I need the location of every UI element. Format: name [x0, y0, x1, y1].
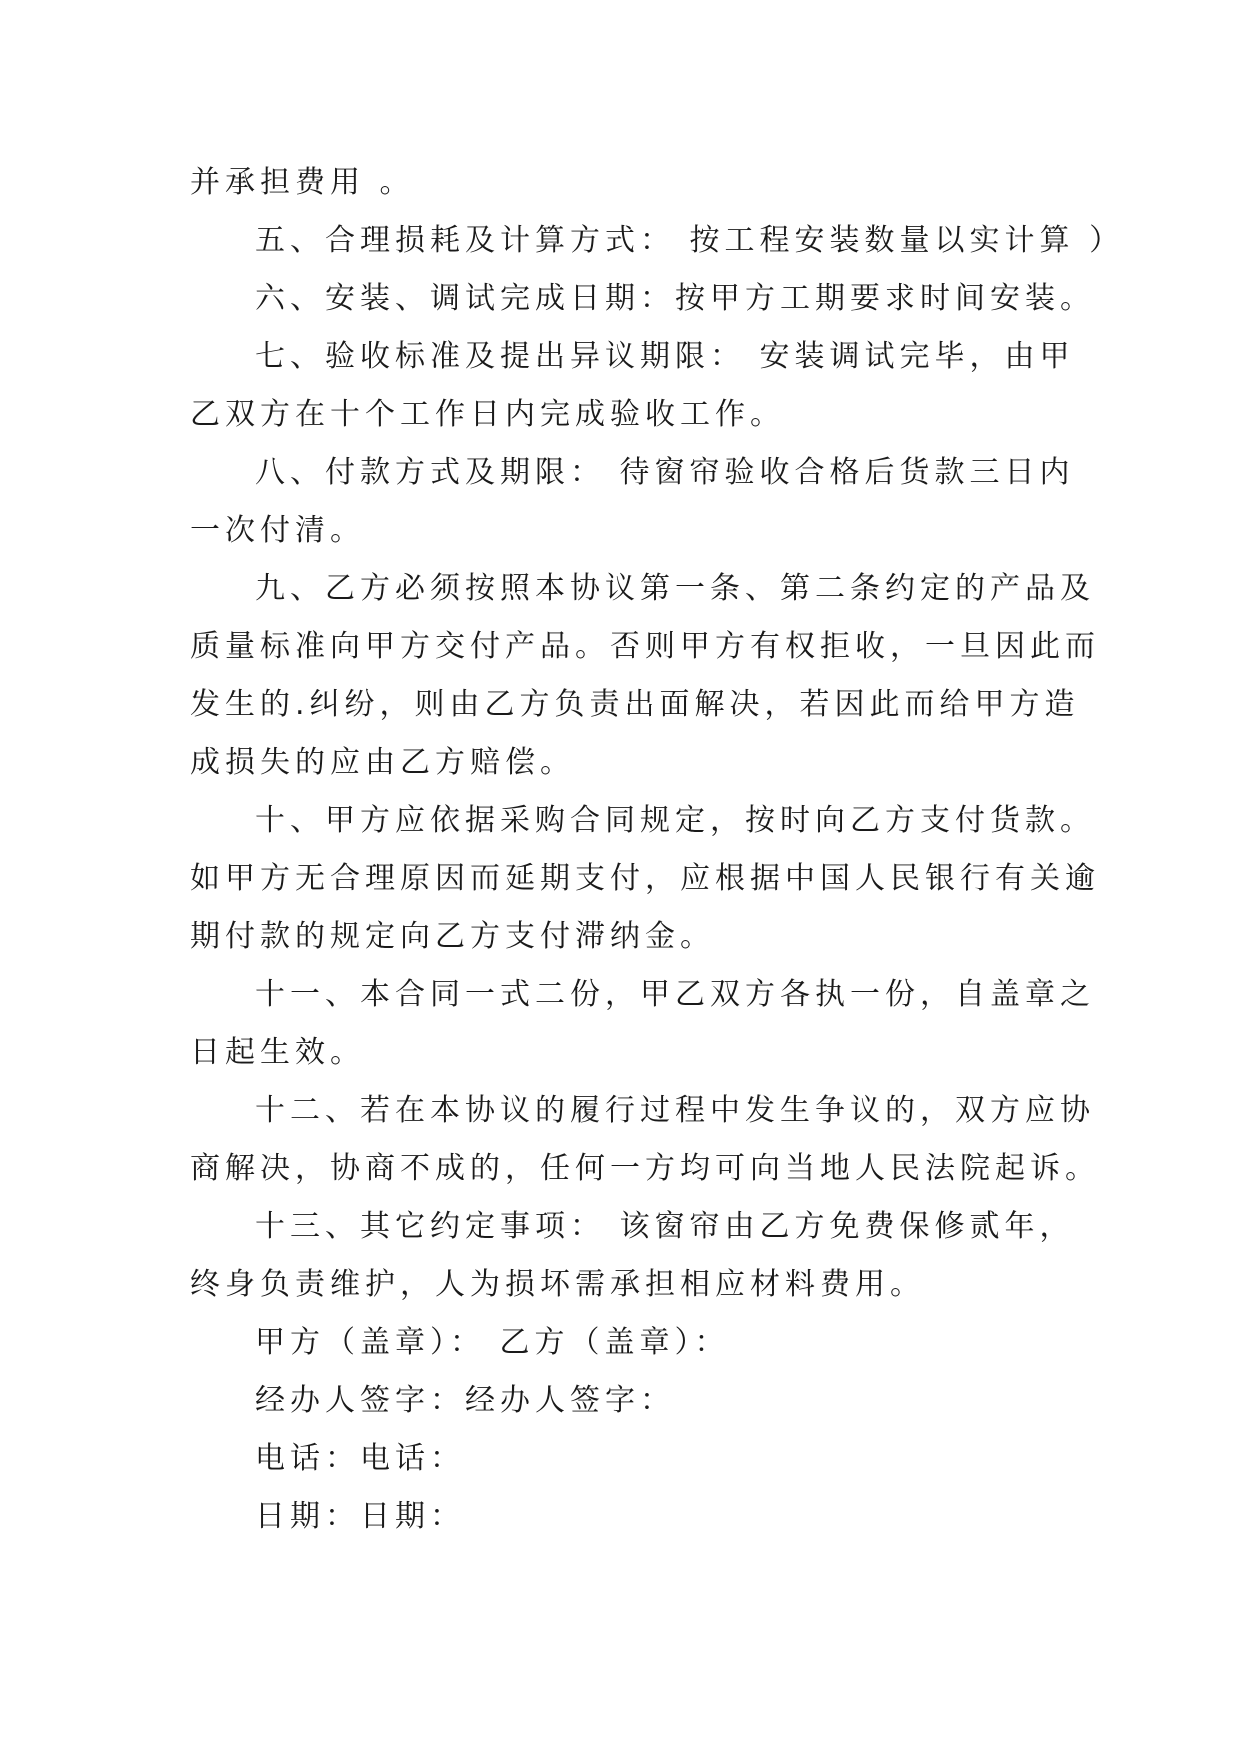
text-line: 商解决，协商不成的，任何一方均可向当地人民法院起诉。 — [190, 1151, 1100, 1186]
signature-phone-line: 电话：电话： — [255, 1441, 465, 1476]
text-line: 期付款的规定向乙方支付滞纳金。 — [190, 919, 715, 954]
clause-8-line: 八、付款方式及期限： 待窗帘验收合格后货款三日内 — [255, 455, 1075, 490]
clause-12-line: 十二、若在本协议的履行过程中发生争议的，双方应协 — [255, 1093, 1095, 1128]
text-line: 一次付清。 — [190, 513, 365, 548]
clause-11-line: 十一、本合同一式二份，甲乙双方各执一份，自盖章之 — [255, 977, 1095, 1012]
clause-5-line: 五、合理损耗及计算方式： 按工程安装数量以实计算 ） — [255, 223, 1125, 258]
text-line: 如甲方无合理原因而延期支付，应根据中国人民银行有关逾 — [190, 861, 1100, 896]
text-line: 并承担费用 。 — [190, 165, 415, 200]
signature-date-line: 日期：日期： — [255, 1499, 465, 1534]
text-line: 终身负责维护，人为损坏需承担相应材料费用。 — [190, 1267, 925, 1302]
text-line: 质量标准向甲方交付产品。否则甲方有权拒收，一旦因此而 — [190, 629, 1100, 664]
text-line: 发生的.纠纷，则由乙方负责出面解决，若因此而给甲方造 — [190, 687, 1080, 722]
text-line: 成损失的应由乙方赔偿。 — [190, 745, 575, 780]
signature-party-line: 甲方（盖章）： 乙方（盖章）： — [255, 1325, 730, 1360]
clause-10-line: 十、甲方应依据采购合同规定，按时向乙方支付货款。 — [255, 803, 1095, 838]
text-line: 乙双方在十个工作日内完成验收工作。 — [190, 397, 785, 432]
signature-agent-line: 经办人签字：经办人签字： — [255, 1383, 675, 1418]
clause-9-line: 九、乙方必须按照本协议第一条、第二条约定的产品及 — [255, 571, 1095, 606]
clause-13-line: 十三、其它约定事项： 该窗帘由乙方免费保修贰年， — [255, 1209, 1075, 1244]
clause-6-line: 六、安装、调试完成日期：按甲方工期要求时间安装。 — [255, 281, 1095, 316]
text-line: 日起生效。 — [190, 1035, 365, 1070]
clause-7-line: 七、验收标准及提出异议期限： 安装调试完毕，由甲 — [255, 339, 1075, 374]
